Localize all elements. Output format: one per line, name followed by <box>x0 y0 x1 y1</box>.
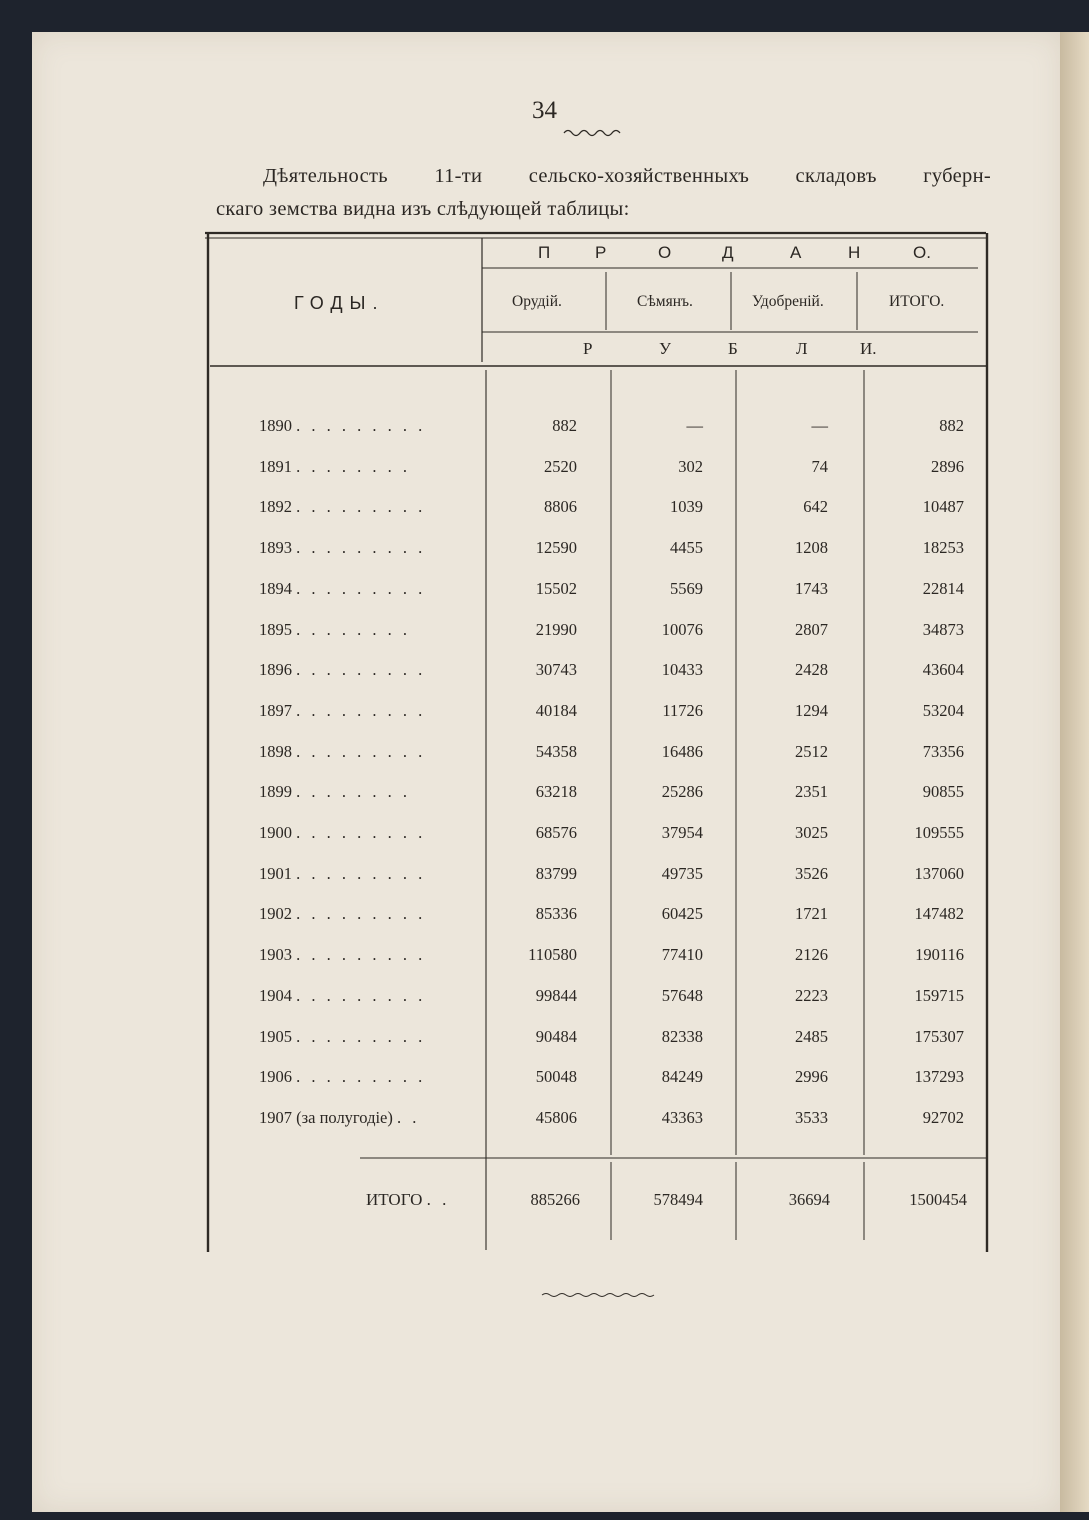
cell-fertilizers: — <box>811 416 828 435</box>
table-row-year <box>259 945 426 965</box>
cell-fertilizers: 2996 <box>795 1067 828 1086</box>
cell-fertilizers: 2351 <box>795 782 828 801</box>
year-value: 1901 <box>259 864 292 883</box>
table-row-year <box>259 1108 420 1128</box>
col-header-seeds: Сѣмянъ. <box>637 293 693 310</box>
cell-tools: 63218 <box>535 782 577 801</box>
cell-tools: 12590 <box>535 538 577 557</box>
cell-tools: 83799 <box>535 864 577 883</box>
cell-fertilizers: 2428 <box>795 660 828 679</box>
leader-dots: . . . . . . . . . <box>296 579 426 598</box>
cell-tools: 45806 <box>535 1108 577 1127</box>
cell-seeds: 37954 <box>661 823 703 842</box>
unit-header-letter: Р <box>583 339 593 358</box>
year-value: 1894 <box>259 579 292 598</box>
page-number: 34 <box>532 97 557 124</box>
year-value: 1903 <box>259 945 292 964</box>
leader-dots: . . . . . . . . . <box>296 945 426 964</box>
cell-total: 137293 <box>914 1067 964 1086</box>
sold-header-letter: А <box>790 243 802 262</box>
col-header-fertilizers: Удобреній. <box>752 293 824 310</box>
unit-header-letter: Л <box>796 339 808 358</box>
cell-seeds: 16486 <box>661 742 703 761</box>
table-row-year <box>259 620 411 640</box>
table-row-year <box>259 1027 426 1047</box>
table-row-year <box>259 457 411 477</box>
leader-dots: . . . . . . . . . <box>296 1027 426 1046</box>
cell-total: 882 <box>939 416 964 435</box>
cell-total: 2896 <box>931 457 964 476</box>
year-value: 1896 <box>259 660 292 679</box>
leader-dots: . . . . . . . . . <box>296 1067 426 1086</box>
cell-seeds: 84249 <box>661 1067 703 1086</box>
year-value: 1892 <box>259 497 292 516</box>
cell-seeds: 43363 <box>661 1108 703 1127</box>
cell-fertilizers: 2512 <box>795 742 828 761</box>
cell-tools: 110580 <box>528 945 577 964</box>
year-value: 1898 <box>259 742 292 761</box>
sold-header-letter: О <box>658 243 672 262</box>
cell-tools: 2520 <box>544 457 577 476</box>
table-row-year <box>259 701 426 721</box>
cell-seeds: 10433 <box>661 660 703 679</box>
leader-dots: . . . . . . . . . <box>296 823 426 842</box>
cell-fertilizers: 1208 <box>795 538 828 557</box>
closing-ornament <box>540 1290 658 1298</box>
leader-dots: . . . . . . . . . <box>296 416 426 435</box>
cell-tools: 68576 <box>535 823 577 842</box>
leader-dots: . . . . . . . . <box>296 457 411 476</box>
year-value: 1904 <box>259 986 292 1005</box>
col-header-tools: Орудій. <box>512 293 562 310</box>
leader-dots: . . . . . . . . <box>296 782 411 801</box>
cell-seeds: 57648 <box>661 986 703 1005</box>
cell-total: 90855 <box>922 782 964 801</box>
col-header-total: ИТОГО. <box>889 293 945 310</box>
cell-fertilizers: 1721 <box>795 904 828 923</box>
cell-total: 147482 <box>914 904 964 923</box>
sold-header-letter: Д <box>722 243 734 262</box>
cell-seeds: — <box>686 416 703 435</box>
table-row-year <box>259 986 426 1006</box>
cell-tools: 90484 <box>535 1027 577 1046</box>
unit-header-letter: Б <box>728 339 738 358</box>
totals-label-dots: . . <box>426 1190 450 1209</box>
leader-dots: . . . . . . . . . <box>296 497 426 516</box>
years-column-header: ГОДЫ. <box>294 293 385 313</box>
total-seeds: 578494 <box>653 1190 703 1209</box>
cell-seeds: 25286 <box>661 782 703 801</box>
table-row-year <box>259 579 426 599</box>
leader-dots: . . . . . . . . . <box>296 660 426 679</box>
cell-fertilizers: 3533 <box>795 1108 828 1127</box>
cell-tools: 54358 <box>535 742 577 761</box>
cell-fertilizers: 2126 <box>795 945 828 964</box>
table-row-year <box>259 497 426 517</box>
leader-dots: . . . . . . . . . <box>296 864 426 883</box>
cell-total: 10487 <box>922 497 964 516</box>
cell-seeds: 1039 <box>670 497 703 516</box>
table-row-year <box>259 1067 426 1087</box>
leader-dots: . . . . . . . . . <box>296 701 426 720</box>
year-value: 1891 <box>259 457 292 476</box>
table-row-year <box>259 864 426 884</box>
cell-fertilizers: 74 <box>811 457 828 476</box>
sold-header-letter: Н <box>848 243 861 262</box>
cell-seeds: 5569 <box>670 579 703 598</box>
leader-dots: . . . . . . . . . <box>296 538 426 557</box>
cell-tools: 15502 <box>535 579 577 598</box>
cell-tools: 8806 <box>544 497 577 516</box>
year-value: 1902 <box>259 904 292 923</box>
sold-header-letter: Р <box>595 243 607 262</box>
cell-tools: 882 <box>552 416 577 435</box>
table-row-year <box>259 904 426 924</box>
cell-seeds: 11726 <box>662 701 703 720</box>
cell-fertilizers: 2807 <box>795 620 828 639</box>
table-row-year <box>259 416 426 436</box>
cell-fertilizers: 2223 <box>795 986 828 1005</box>
cell-total: 159715 <box>914 986 964 1005</box>
cell-total: 175307 <box>914 1027 964 1046</box>
intro-line-2: скаго земства видна изъ слѣдующей таблицы: <box>216 198 630 220</box>
cell-seeds: 302 <box>678 457 703 476</box>
leader-dots: . . . . . . . . . <box>296 742 426 761</box>
leader-dots: . . <box>397 1108 420 1127</box>
cell-fertilizers: 642 <box>803 497 828 516</box>
cell-seeds: 4455 <box>670 538 703 557</box>
year-value: 1905 <box>259 1027 292 1046</box>
table-row-year <box>259 782 411 802</box>
cell-tools: 21990 <box>535 620 577 639</box>
cell-total: 137060 <box>914 864 964 883</box>
year-value: 1906 <box>259 1067 292 1086</box>
table-row-year <box>259 823 426 843</box>
cell-total: 73356 <box>922 742 964 761</box>
leader-dots: . . . . . . . . <box>296 620 411 639</box>
cell-seeds: 77410 <box>661 945 703 964</box>
leader-dots: . . . . . . . . . <box>296 904 426 923</box>
table-row-year <box>259 538 426 558</box>
year-value: 1899 <box>259 782 292 801</box>
year-value: 1890 <box>259 416 292 435</box>
year-value: 1907 (за полугодіе) <box>259 1108 393 1127</box>
sold-header-letter: О. <box>913 243 931 262</box>
total-fertilizers: 36694 <box>788 1190 830 1209</box>
intro-line-1: Дѣятельность 11-ти сельско-хозяйственныхъ складовъ губерн- <box>263 165 991 187</box>
cell-tools: 30743 <box>535 660 577 679</box>
unit-header-letter: И. <box>860 339 877 358</box>
year-value: 1893 <box>259 538 292 557</box>
cell-fertilizers: 1294 <box>795 701 828 720</box>
year-value: 1895 <box>259 620 292 639</box>
cell-total: 34873 <box>922 620 964 639</box>
year-value: 1897 <box>259 701 292 720</box>
cell-total: 92702 <box>922 1108 964 1127</box>
cell-total: 22814 <box>922 579 964 598</box>
table-row-year <box>259 660 426 680</box>
cell-fertilizers: 1743 <box>795 579 828 598</box>
cell-seeds: 49735 <box>661 864 703 883</box>
cell-total: 43604 <box>922 660 964 679</box>
total-tools: 885266 <box>530 1190 580 1209</box>
leader-dots: . . . . . . . . . <box>296 986 426 1005</box>
table-row-year <box>259 742 426 762</box>
cell-seeds: 82338 <box>661 1027 703 1046</box>
unit-header-letter: У <box>659 339 672 358</box>
cell-seeds: 10076 <box>661 620 703 639</box>
cell-total: 53204 <box>922 701 964 720</box>
cell-total: 18253 <box>922 538 964 557</box>
cell-seeds: 60425 <box>661 904 703 923</box>
cell-tools: 50048 <box>535 1067 577 1086</box>
cell-tools: 40184 <box>535 701 577 720</box>
sold-header-letter: П <box>538 243 551 262</box>
total-grand: 1500454 <box>909 1190 967 1209</box>
cell-fertilizers: 3526 <box>795 864 828 883</box>
cell-tools: 99844 <box>535 986 577 1005</box>
cell-fertilizers: 2485 <box>795 1027 828 1046</box>
cell-tools: 85336 <box>535 904 577 923</box>
cell-fertilizers: 3025 <box>795 823 828 842</box>
year-value: 1900 <box>259 823 292 842</box>
totals-label-text: ИТОГО <box>366 1190 423 1209</box>
cell-total: 109555 <box>914 823 964 842</box>
totals-label <box>366 1190 450 1210</box>
cell-total: 190116 <box>915 945 964 964</box>
